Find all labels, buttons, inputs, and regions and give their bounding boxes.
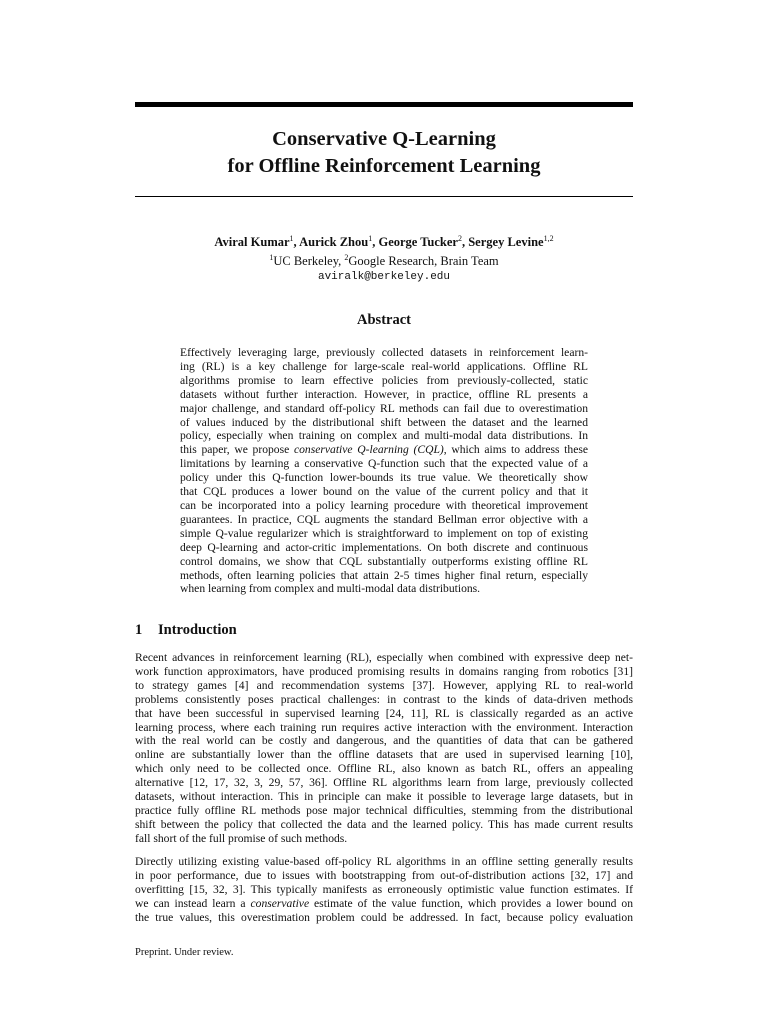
abstract-line: of values induced by the distributional shift between the dataset and the learned (180, 415, 588, 429)
body-line: alternative [12, 17, 32, 3, 29, 57, 36]. Offline RL algorithms learn from large, previously collected (135, 776, 633, 790)
author-names: Aviral Kumar$^1$, Aurick Zhou$^1$, George Tucker$^2$, Sergey Levine$^{1,2}$ (214, 234, 554, 250)
author-4-affil: 1,2 (543, 234, 554, 243)
body-line: in poor performance, due to issues with bootstrapping from out-of-distribution actions [32, 17] and (135, 868, 633, 882)
abstract-line: Effectively leveraging large, previously collected datasets in reinforcement learn- (180, 346, 588, 359)
abstract-line: guarantees. In practice, CQL augments the standard Bellman error objective with a (180, 512, 588, 526)
abstract-line: limitations by learning a conservative Q-function such that the expected value of a (180, 457, 588, 471)
section-title: Introduction (158, 622, 237, 638)
author-4: Sergey Levine (468, 235, 544, 250)
abstract-line: can be incorporated into a policy learning procedure with theoretical improvement (180, 498, 588, 512)
abstract-line: methods, often learning policies that attain 2-5 times higher final return, especially (180, 568, 588, 582)
body-line: learning process, where each training run requires active interaction with the environment. Interaction (135, 720, 633, 734)
intro-paragraph-2 (135, 855, 633, 925)
body-line: work function approximators, have produced promising results in domains ranging from robotics [31] (135, 664, 633, 678)
abstract-line: major challenge, and standard off-policy RL methods can fail due to overestimation (180, 401, 588, 415)
body-line: Directly utilizing existing value-based off-policy RL algorithms in an offline setting generally results (135, 855, 633, 868)
abstract-line: simple Q-value regularizer which is straightforward to implement on top of existing (180, 526, 588, 540)
abstract-line: policy, especially when training on complex and multi-modal data distributions. In (180, 429, 588, 443)
abstract-line: control domains, we show that CQL substantially outperforms existing offline RL (180, 554, 588, 568)
abstract-line: that CQL produces a lower bound on the value of the current policy and that it (180, 485, 588, 499)
body-line: Recent advances in reinforcement learning (RL), especially when combined with expressive deep net- (135, 651, 633, 664)
title-line-2: for Offline Reinforcement Learning (227, 155, 541, 177)
author-1-affil: 1 (289, 234, 294, 243)
intro-paragraph-1 (135, 651, 633, 846)
conservative-term: conservative (250, 896, 310, 910)
abstract-line: algorithms promise to learn effective policies from previously-collected, static (180, 373, 588, 387)
section-heading-introduction (135, 622, 237, 639)
body-line: practice fully offline RL methods pose major technical difficulties, stemming from the distributional (135, 803, 633, 817)
author-block (135, 231, 633, 285)
body-line: datasets, without interaction. This in principle can make it possible to leverage large datasets, but in (135, 790, 633, 804)
author-email[interactable]: aviralk@berkeley.edu (317, 271, 451, 284)
abstract-line: policy under this Q-function lower-bounds its true value. We theoretically show (180, 471, 588, 485)
body-line: fall short of the full promise of such methods. (135, 831, 348, 845)
abstract-line: this paper, we propose conservative Q-learning (CQL), which aims to address these (180, 443, 589, 457)
top-rule (135, 102, 633, 107)
abstract-heading: Abstract (357, 312, 411, 328)
body-line: shift between the policy that collected the data and the learned policy. This has made current results (135, 817, 633, 831)
abstract-text (180, 346, 588, 596)
paper-title (135, 126, 633, 180)
author-3: George Tucker (378, 235, 458, 250)
author-2: Aurick Zhou (299, 235, 369, 250)
body-line: we can instead learn a conservative estimate of the value function, which provides a lower bound on (135, 896, 633, 910)
affiliations: $^1$UC Berkeley, $^2$Google Research, Brain Team (269, 253, 499, 269)
affiliation-2: Google Research, Brain Team (348, 254, 499, 269)
body-line: which only need to be collected once. Offline RL, also known as batch RL, offers an appealing (135, 762, 633, 776)
abstract-line: when learning from complex and multi-modal data distributions. (180, 582, 481, 596)
abstract-line: ing (RL) is a key challenge for large-scale real-world applications. Offline RL (180, 359, 588, 373)
author-2-affil: 1 (368, 234, 373, 243)
body-line: to strategy games [4] and recommendation systems [37]. However, applying RL to real-world (135, 678, 633, 692)
section-number: 1 (135, 622, 143, 638)
cql-term: conservative Q-learning (CQL) (293, 443, 444, 457)
abstract-line: datasets without further interaction. However, in practice, offline RL presents a (180, 387, 588, 401)
author-3-affil: 2 (457, 234, 462, 243)
abstract-line: deep Q-learning and actor-critic implementations. On both discrete and continuous (180, 540, 588, 554)
body-line: with the real world can be costly and dangerous, and the quantities of data that can be gathered (135, 734, 633, 748)
body-line: overfitting [15, 32, 3]. This typically manifests as erroneously optimistic value function estimates. If (135, 882, 633, 896)
body-line: online are substantially lower than the offline datasets that are used in supervised learning [10], (135, 748, 633, 762)
preprint-footer: Preprint. Under review. (135, 947, 234, 958)
title-line-1: Conservative Q-Learning (272, 128, 496, 150)
affiliation-1: UC Berkeley, (273, 254, 345, 269)
body-line: the true values, this overestimation problem could be addressed. In fact, because policy evaluation (135, 910, 633, 924)
body-line: that have been successful in supervised learning [24, 11], RL is classically regarded as an active (135, 706, 633, 720)
body-line: problems consistently poses practical challenges: in contrast to the kinds of data-driven methods (135, 692, 633, 706)
author-1: Aviral Kumar (214, 235, 290, 250)
title-rule (135, 196, 633, 197)
